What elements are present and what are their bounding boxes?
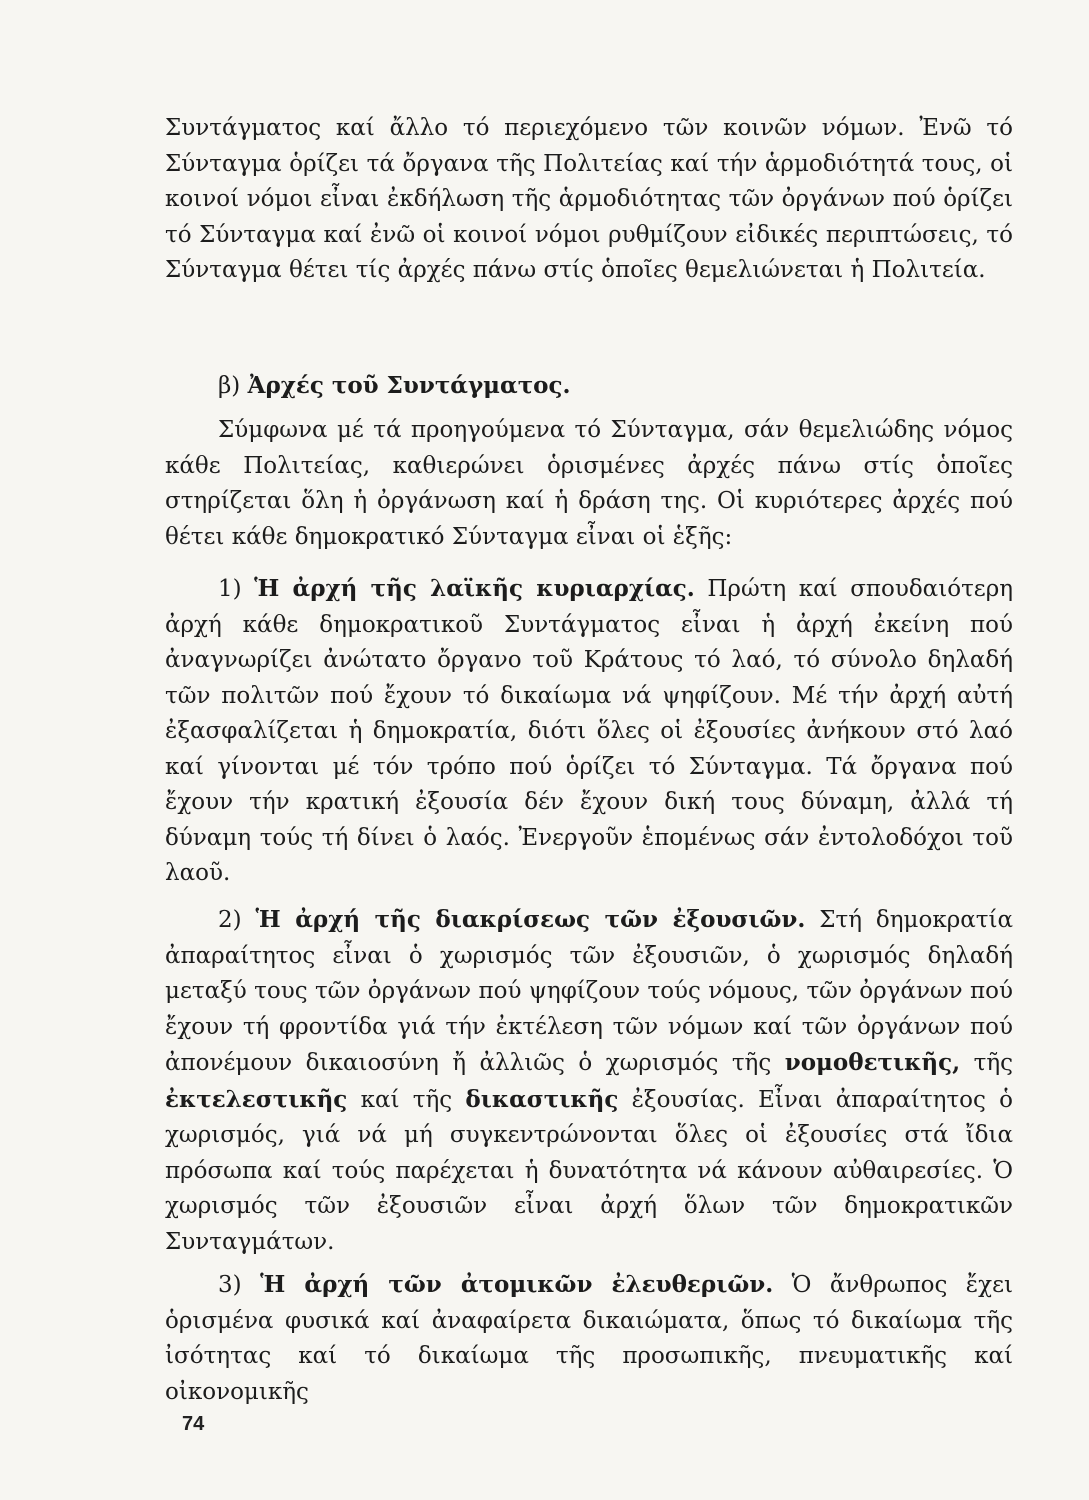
paragraph-popular-sovereignty xyxy=(165,571,1013,892)
paragraph-principles-intro xyxy=(165,413,1013,555)
principle-title: Ἡ ἀρχή τῆς διακρίσεως τῶν ἐξουσιῶν. xyxy=(255,906,806,933)
term-judicial: δικαστικῆς xyxy=(465,1085,619,1113)
paragraph-separation-of-powers xyxy=(165,902,1013,1260)
principle-number: 1) xyxy=(218,576,242,602)
section-heading xyxy=(218,368,918,405)
principle-title: Ἡ ἀρχή τῶν ἀτομικῶν ἐλευθεριῶν. xyxy=(260,1271,774,1298)
term-legislative: νομοθετικῆς, xyxy=(784,1049,961,1076)
principle-text: τῆς xyxy=(973,1050,1014,1076)
paragraph-text: Σύμφωνα μέ τά προηγούμενα τό Σύνταγμα, σάν θεμελιώδης νόμος κάθε Πολιτείας, καθιερώνει ὁρισμένες ἀρχές πάνω στίς ὁποῖες στηρίζεται ὅλη ἡ ὀργάνωση καί ἡ δράση της. Οἱ κυριότερες ἀρχές πού θέτει κάθε δημοκρατικό Σύνταγμα εἶναι οἱ ἑξῆς: xyxy=(165,417,1013,550)
principle-text: ἐξουσίας. Εἶναι ἀπαραίτητος ὁ χωρισμός, γιά νά μή συγκεντρώνονται ὅλες οἱ ἐξουσίες στά ἴδια πρόσωπα καί τούς παρέχεται ἡ δυνατότητα νά κάνουν αὐθαιρεσίες. Ὁ χωρισμός τῶν ἐξουσιῶν εἶναι ἀρχή ὅλων τῶν δημοκρατικῶν Συνταγμάτων. xyxy=(165,1086,1013,1255)
principle-text: Πρώτη καί σπουδαιότερη ἀρχή κάθε δημοκρατικοῦ Συντάγματος εἶναι ἡ ἀρχή ἐκείνη πού ἀναγνωρίζει ἀνώτατο ὄργανο τοῦ Κράτους τό λαό, τό σύνολο δηλαδή τῶν πολιτῶν πού ἔχουν τό δικαίωμα νά ψηφίζουν. Μέ τήν ἀρχή αὐτή ἐξασφαλίζεται ἡ δημοκρατία, διότι ὅλες οἱ ἐξουσίες ἀνήκουν στό λαό καί γίνονται μέ τόν τρόπο πού ὁρίζει τό Σύνταγμα. Τά ὄργανα πού ἔχουν τήν κρατική ἐξουσία δέν ἔχουν δική τους δύναμη, ἀλλά τή δύναμη τούς τή δίνει ὁ λαός. Ἐνεργοῦν ἑπομένως σάν ἐντολοδόχοι τοῦ λαοῦ. xyxy=(165,576,1014,886)
intro-paragraph xyxy=(165,111,1013,289)
principle-text: Ὁ ἄνθρωπος ἔχει ὁρισμένα φυσικά καί ἀναφαίρετα δικαιώματα, ὅπως τό δικαίωμα τῆς ἰσότητας καί τό δικαίωμα τῆς προσωπικῆς, πνευματικῆς καί οἰκονομικῆς xyxy=(165,1272,1014,1405)
principle-number: 3) xyxy=(218,1272,242,1298)
principle-text: Στή δημοκρατία ἀπαραίτητος εἶναι ὁ χωρισμός τῶν ἐξουσιῶν, ὁ χωρισμός δηλαδή μεταξύ τους τῶν ὀργάνων πού ψηφίζουν τούς νόμους, τῶν ὀργάνων πού ἔχουν τή φροντίδα γιά τήν ἐκτέλεση τῶν νόμων καί τῶν ὀργάνων πού ἀπονέμουν δικαιοσύνη ἤ ἀλλιῶς ὁ χωρισμός τῆς xyxy=(165,907,1014,1076)
principle-number: 2) xyxy=(218,907,242,933)
paragraph-individual-freedoms xyxy=(165,1267,1013,1410)
page-number: 74 xyxy=(182,1413,205,1435)
section-marker: β) xyxy=(218,373,241,399)
section-title: Ἀρχές τοῦ Συντάγματος. xyxy=(247,372,571,399)
intro-text: Συντάγματος καί ἄλλο τό περιεχόμενο τῶν κοινῶν νόμων. Ἐνῶ τό Σύνταγμα ὁρίζει τά ὄργανα τῆς Πολιτείας καί τήν ἁρμοδιότητά τους, οἱ κοινοί νόμοι εἶναι ἐκδήλωση τῆς ἁρμοδιότητας τῶν ὀργάνων πού ὁρίζει τό Σύνταγμα καί ἐνῶ οἱ κοινοί νόμοι ρυθμίζουν εἰδικές περιπτώσεις, τό Σύνταγμα θέτει τίς ἀρχές πάνω στίς ὁποῖες θεμελιώνεται ἡ Πολιτεία. xyxy=(165,115,1013,283)
principle-text: καί τῆς xyxy=(360,1086,453,1113)
principle-title: Ἡ ἀρχή τῆς λαϊκῆς κυριαρχίας. xyxy=(254,575,695,602)
term-executive: ἐκτελεστικῆς xyxy=(165,1085,348,1113)
